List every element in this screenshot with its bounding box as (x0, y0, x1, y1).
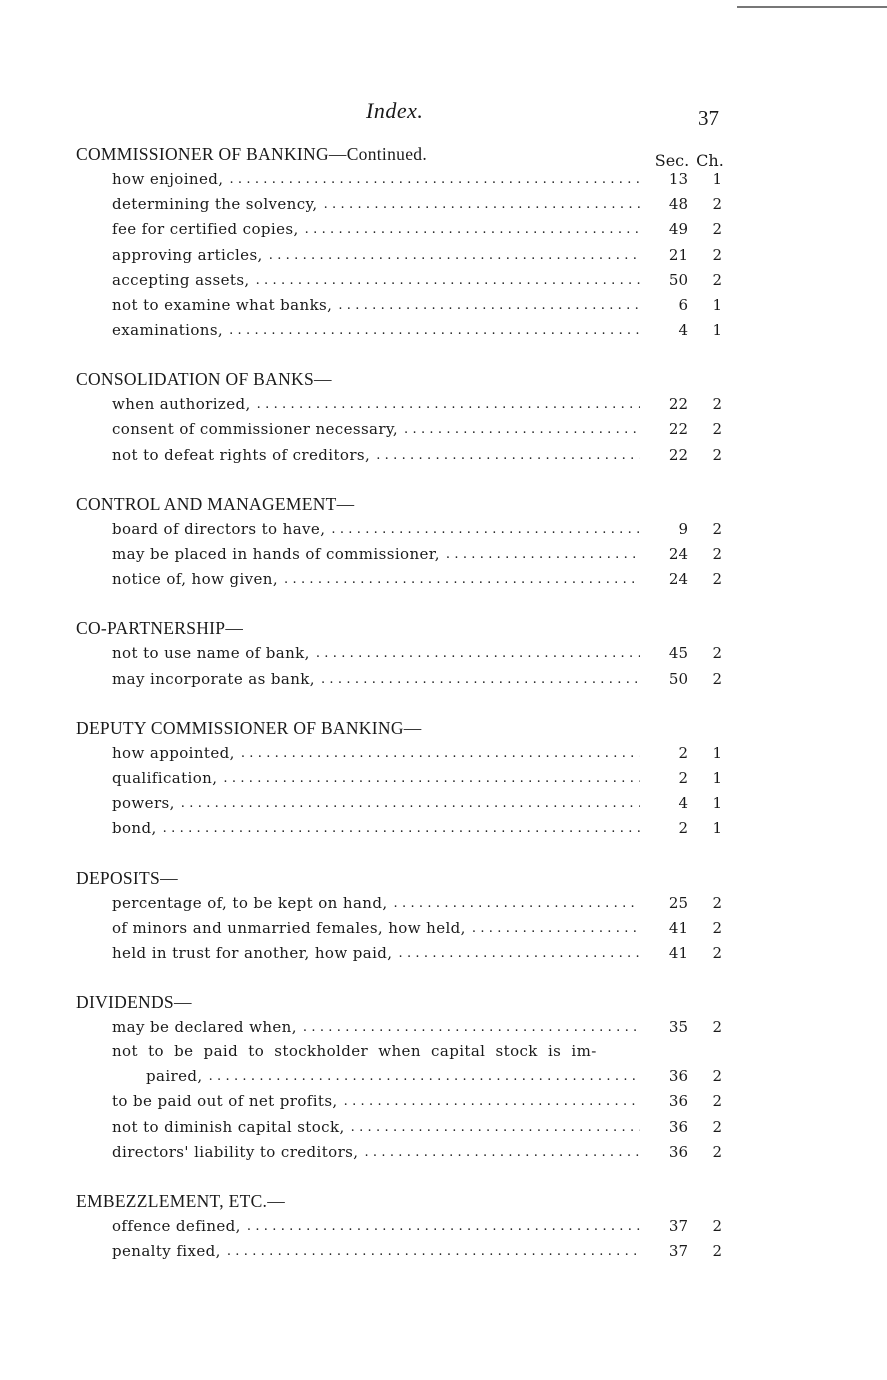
entry-sec: 25 (668, 893, 688, 912)
entry-sec: 6 (678, 295, 688, 314)
index-entry (72, 293, 728, 318)
page-edge-line (737, 6, 887, 8)
section-heading: DIVIDENDS— (76, 992, 192, 1013)
entry-label: approving articles, (112, 245, 263, 264)
entry-label: may be placed in hands of commissioner, (112, 545, 440, 564)
page-title: Index. (366, 98, 424, 123)
entry-label: penalty fixed, (112, 1242, 221, 1261)
entry-label: how appointed, (112, 743, 235, 762)
index-entry (72, 1015, 728, 1040)
entry-ch: 1 (712, 169, 722, 188)
entry-ch: 2 (712, 245, 722, 264)
entry-ch: 2 (712, 918, 722, 937)
index-section (72, 714, 728, 842)
index-entry (72, 916, 728, 941)
section-heading: DEPUTY COMMISSIONER OF BANKING— (76, 717, 422, 738)
entry-label: how enjoined, (112, 169, 224, 188)
entry-ch: 2 (712, 445, 722, 464)
entry-label: consent of commissioner necessary, (112, 420, 399, 439)
section-heading: EMBEZZLEMENT, ETC.— (76, 1191, 286, 1212)
index-entry (72, 167, 728, 192)
entry-ch: 1 (712, 819, 722, 838)
column-headers (648, 148, 724, 173)
entry-ch: 2 (712, 570, 722, 589)
index-entry (72, 318, 728, 343)
entry-label: directors' liability to creditors, (112, 1142, 359, 1161)
index-entry (72, 641, 728, 666)
entry-label: percentage of, to be kept on hand, (112, 893, 388, 912)
entry-sec: 13 (668, 169, 688, 188)
entry-sec: 9 (678, 519, 688, 538)
entry-label: examinations, (112, 321, 224, 340)
index-section (72, 614, 728, 691)
dot-leader (321, 667, 640, 692)
index-entry (72, 192, 728, 217)
entry-sec: 22 (668, 420, 688, 439)
entry-ch: 2 (712, 420, 722, 439)
index-entry (72, 217, 728, 242)
section-heading: CONSOLIDATION OF BANKS— (76, 369, 332, 390)
dot-leader (247, 1214, 640, 1239)
entry-sec: 2 (678, 768, 688, 787)
entry-sec: 36 (668, 1067, 688, 1086)
dot-leader (229, 318, 640, 343)
dot-leader (241, 741, 640, 766)
index-entry (72, 1214, 728, 1239)
section-heading: DEPOSITS— (76, 867, 178, 888)
entry-sec: 24 (668, 570, 688, 589)
entry-sec: 4 (678, 321, 688, 340)
dot-leader (181, 791, 640, 816)
index-entry (72, 1040, 728, 1064)
entry-sec: 36 (668, 1142, 688, 1161)
entry-ch: 2 (712, 1117, 722, 1136)
index-section (72, 365, 728, 468)
entry-ch: 2 (712, 1217, 722, 1236)
entry-ch: 2 (712, 943, 722, 962)
entry-sec: 48 (668, 195, 688, 214)
entry-label: not to be paid to stockholder when capital stock is im- (112, 1042, 597, 1061)
index-entry (72, 443, 728, 468)
entry-label: not to use name of bank, (112, 644, 310, 663)
dot-leader (472, 916, 640, 941)
index-body (72, 140, 728, 1286)
dot-leader (305, 217, 640, 242)
entry-ch: 2 (712, 1092, 722, 1111)
entry-label: held in trust for another, how paid, (112, 943, 393, 962)
dot-leader (376, 443, 640, 468)
index-entry (72, 542, 728, 567)
index-section (72, 140, 728, 343)
entry-label: notice of, how given, (112, 570, 279, 589)
dot-leader (344, 1089, 640, 1114)
entry-label: determining the solvency, (112, 195, 318, 214)
entry-ch: 2 (712, 1142, 722, 1161)
index-entry (72, 1090, 728, 1115)
index-entry (72, 941, 728, 966)
entry-ch: 2 (712, 545, 722, 564)
entry-label: when authorized, (112, 395, 251, 414)
entry-ch: 2 (712, 669, 722, 688)
entry-ch: 2 (712, 519, 722, 538)
entry-sec: 37 (668, 1242, 688, 1261)
entry-sec: 24 (668, 545, 688, 564)
entry-sec: 22 (668, 395, 688, 414)
entry-ch: 2 (712, 1242, 722, 1261)
entry-sec: 2 (678, 819, 688, 838)
entry-label: not to diminish capital stock, (112, 1117, 345, 1136)
index-entry (72, 891, 728, 916)
entry-sec: 35 (668, 1018, 688, 1037)
index-section (72, 988, 728, 1165)
dot-leader (223, 766, 640, 791)
dot-leader (394, 891, 640, 916)
index-entry (72, 667, 728, 692)
entry-ch: 2 (712, 220, 722, 239)
index-entry (72, 741, 728, 766)
entry-ch: 1 (712, 768, 722, 787)
entry-sec: 45 (668, 644, 688, 663)
entry-label: qualification, (112, 768, 218, 787)
index-entry (72, 418, 728, 443)
entry-ch: 2 (712, 195, 722, 214)
index-entry (72, 517, 728, 542)
entry-sec: 41 (668, 943, 688, 962)
ch-column-header: Ch. (696, 151, 724, 170)
entry-label: not to examine what banks, (112, 295, 333, 314)
dot-leader (351, 1115, 640, 1140)
entry-ch: 2 (712, 395, 722, 414)
entry-sec: 21 (668, 245, 688, 264)
section-heading: CO-PARTNERSHIP— (76, 618, 244, 639)
dot-leader (257, 392, 640, 417)
index-entry (72, 791, 728, 816)
index-entry (72, 243, 728, 268)
entry-label: offence defined, (112, 1217, 241, 1236)
entry-sec: 37 (668, 1217, 688, 1236)
dot-leader (446, 542, 640, 567)
entry-sec: 50 (668, 669, 688, 688)
index-entry (72, 392, 728, 417)
entry-label: to be paid out of net profits, (112, 1092, 338, 1111)
entry-sec: 36 (668, 1117, 688, 1136)
index-section (72, 864, 728, 967)
entry-sec: 22 (668, 445, 688, 464)
dot-leader (284, 567, 640, 592)
dot-leader (364, 1140, 640, 1165)
entry-sec: 36 (668, 1092, 688, 1111)
dot-leader (398, 941, 640, 966)
entry-ch: 2 (712, 1018, 722, 1037)
entry-label: powers, (112, 794, 175, 813)
entry-label: paired, (146, 1067, 203, 1086)
entry-ch: 1 (712, 321, 722, 340)
page-number: 37 (698, 106, 719, 130)
entry-label: accepting assets, (112, 270, 250, 289)
dot-leader (269, 243, 640, 268)
entry-ch: 1 (712, 295, 722, 314)
entry-label: may be declared when, (112, 1018, 297, 1037)
entry-ch: 2 (712, 893, 722, 912)
entry-sec: 41 (668, 918, 688, 937)
index-entry-continuation (72, 1064, 728, 1089)
index-entry (72, 816, 728, 841)
entry-sec: 2 (678, 743, 688, 762)
entry-ch: 2 (712, 270, 722, 289)
entry-label: fee for certified copies, (112, 220, 299, 239)
index-entry (72, 268, 728, 293)
entry-label: board of directors to have, (112, 519, 326, 538)
index-section (72, 1187, 728, 1264)
entry-ch: 1 (712, 794, 722, 813)
dot-leader (256, 268, 640, 293)
section-heading: COMMISSIONER OF BANKING—Continued. (76, 144, 427, 164)
dot-leader (209, 1064, 640, 1089)
dot-leader (229, 167, 640, 192)
dot-leader (227, 1239, 640, 1264)
dot-leader (331, 517, 640, 542)
entry-sec: 4 (678, 794, 688, 813)
section-heading: CONTROL AND MANAGEMENT— (76, 493, 355, 514)
index-entry (72, 567, 728, 592)
entry-ch: 2 (712, 1067, 722, 1086)
sec-column-header: Sec. (654, 151, 690, 170)
entry-label: may incorporate as bank, (112, 669, 315, 688)
index-entry (72, 1115, 728, 1140)
index-entry (72, 1239, 728, 1264)
index-entry (72, 1140, 728, 1165)
running-head (0, 98, 887, 138)
index-section (72, 490, 728, 593)
entry-label: bond, (112, 819, 157, 838)
index-entry (72, 766, 728, 791)
dot-leader (303, 1015, 640, 1040)
entry-label: of minors and unmarried females, how held, (112, 918, 466, 937)
dot-leader (163, 816, 640, 841)
entry-sec: 50 (668, 270, 688, 289)
entry-ch: 1 (712, 743, 722, 762)
entry-ch: 2 (712, 644, 722, 663)
dot-leader (324, 192, 640, 217)
entry-label: not to defeat rights of creditors, (112, 445, 371, 464)
dot-leader (316, 641, 640, 666)
dot-leader (404, 417, 640, 442)
dot-leader (338, 293, 640, 318)
entry-sec: 49 (668, 220, 688, 239)
